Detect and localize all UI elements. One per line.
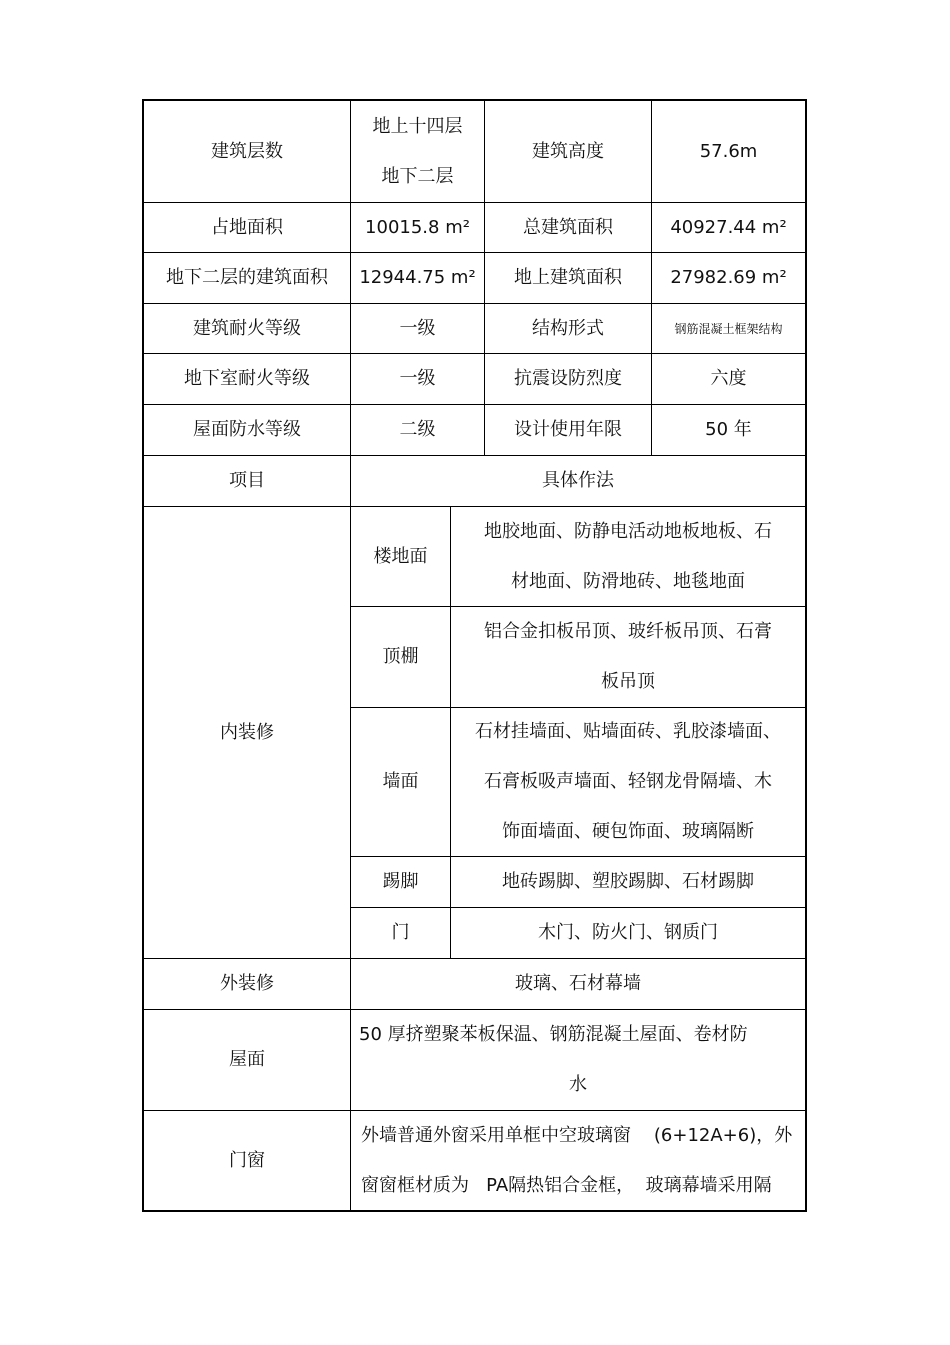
desc-line: 石膏板吸声墙面、轻钢龙骨隔墙、木 — [484, 771, 772, 792]
interior-ceiling-desc — [451, 607, 805, 707]
value-fire-rating: 一级 — [399, 317, 436, 339]
label-roof: 屋面 — [229, 1049, 265, 1070]
label-height: 建筑高度 — [532, 140, 604, 162]
label-service-life: 设计使用年限 — [514, 419, 622, 440]
desc-line: 铝合金扣板吊顶、玻纤板吊顶、石膏 — [484, 621, 772, 642]
roof-line-2: 水 — [569, 1074, 587, 1095]
windows-line-2: 窗窗框材质为 PA隔热铝合金框， 玻璃幕墙采用隔 — [361, 1174, 772, 1196]
desc-line: 石材挂墙面、贴墙面砖、乳胶漆墙面、 — [475, 721, 781, 742]
label-total-area: 总建筑面积 — [523, 216, 613, 238]
interior-door-desc: 木门、防火门、钢质门 — [538, 922, 718, 943]
roof-line-1: 50 厚挤塑聚苯板保温、钢筋混凝土屋面、卷材防 — [359, 1024, 748, 1045]
label-seismic: 抗震设防烈度 — [514, 368, 622, 389]
label-roof-waterproof: 屋面防水等级 — [193, 419, 301, 440]
label-structure: 结构形式 — [532, 317, 604, 339]
value-total-area: 40927.44 m² — [670, 216, 787, 238]
label-exterior: 外装修 — [220, 973, 274, 994]
value-basement-fire-rating: 一级 — [399, 368, 436, 389]
label-basement-fire-rating: 地下室耐火等级 — [184, 368, 310, 389]
interior-wall-desc — [451, 708, 805, 856]
header-method: 具体作法 — [542, 470, 614, 491]
value-floors-below: 地下二层 — [381, 165, 454, 187]
value-structure: 钢筋混凝土框架结构 — [674, 321, 783, 336]
interior-ceiling-name: 顶棚 — [382, 646, 419, 667]
value-above-ground-area: 27982.69 m² — [670, 267, 787, 288]
interior-skirting-name: 踢脚 — [382, 871, 419, 892]
value-exterior: 玻璃、石材幕墙 — [515, 973, 641, 994]
desc-line: 饰面墙面、硬包饰面、玻璃隔断 — [502, 821, 754, 842]
desc-line: 板吊顶 — [601, 671, 655, 692]
header-item: 项目 — [229, 470, 265, 491]
value-floors-above: 地上十四层 — [372, 115, 463, 137]
label-interior: 内装修 — [220, 721, 274, 743]
label-above-ground-area: 地上建筑面积 — [514, 267, 622, 288]
value-height: 57.6m — [699, 140, 758, 162]
interior-wall-name: 墙面 — [382, 771, 419, 792]
interior-floor-name: 楼地面 — [373, 545, 428, 567]
label-fire-rating: 建筑耐火等级 — [193, 317, 301, 339]
value-floors — [351, 101, 484, 202]
value-seismic: 六度 — [710, 368, 747, 389]
value-roof — [351, 1010, 805, 1110]
label-floors: 建筑层数 — [211, 140, 283, 162]
label-site-area: 占地面积 — [211, 216, 283, 238]
value-basement-area: 12944.75 m² — [359, 267, 476, 288]
value-service-life: 50 年 — [705, 419, 752, 440]
value-roof-waterproof: 二级 — [399, 419, 436, 440]
value-windows — [351, 1111, 805, 1210]
value-site-area: 10015.8 m² — [365, 216, 470, 238]
interior-floor-desc — [451, 507, 805, 606]
building-spec-table — [142, 99, 807, 1212]
desc-line: 材地面、防滑地砖、地毯地面 — [511, 570, 745, 592]
interior-door-name: 门 — [391, 922, 410, 943]
interior-skirting-desc: 地砖踢脚、塑胶踢脚、石材踢脚 — [502, 871, 754, 892]
label-basement-area: 地下二层的建筑面积 — [166, 267, 328, 288]
windows-line-1: 外墙普通外窗采用单框中空玻璃窗 (6+12A+6)，外 — [361, 1124, 793, 1146]
desc-line: 地胶地面、防静电活动地板地板、石 — [484, 520, 772, 542]
label-windows: 门窗 — [229, 1149, 265, 1171]
